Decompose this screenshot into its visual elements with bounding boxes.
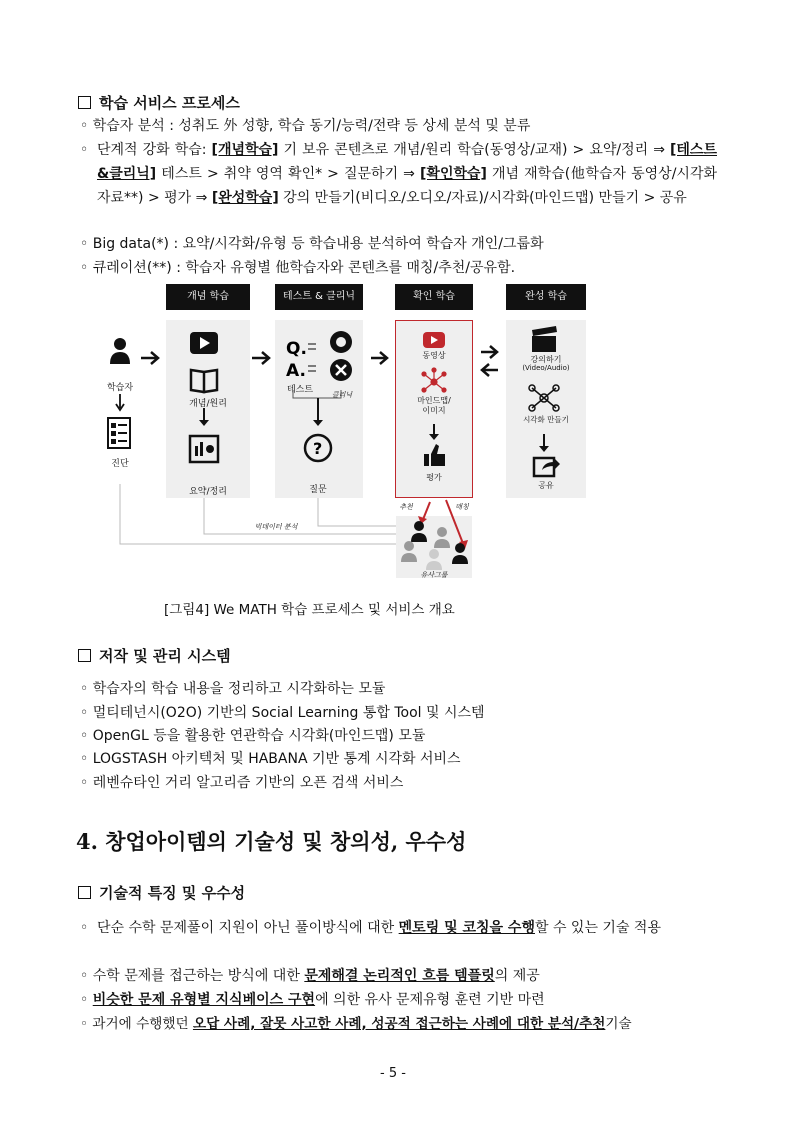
- checkbox-square-icon: [78, 886, 91, 899]
- page-number: - 5 -: [380, 1066, 406, 1081]
- label-clinic: 클리닉: [331, 391, 353, 399]
- circle-x-icon: [330, 359, 352, 381]
- arrow-right-icon: [371, 352, 387, 364]
- list-item: ◦ 단순 수학 문제풀이 지원이 아닌 풀이방식에 대한 멘토링 및 코칭을 수행할 수 있는 기술 적용: [80, 920, 661, 936]
- label-recommend: 추천: [399, 503, 413, 511]
- label-eval: 평가: [426, 473, 442, 482]
- label-diagnosis: 진단: [111, 459, 129, 469]
- book-icon: [191, 370, 217, 392]
- figure-caption: [그림4] We MATH 학습 프로세스 및 서비스 개요: [164, 602, 455, 618]
- section-title-text: 학습 서비스 프로세스: [99, 94, 240, 112]
- checklist-icon: [108, 418, 130, 448]
- list-item: ◦ 비슷한 문제 유형별 지식베이스 구현에 의한 유사 문제유형 훈련 기반 마련: [80, 992, 545, 1008]
- section-title-text: 기술적 특징 및 우수성: [99, 884, 246, 902]
- label-matching: 매칭: [455, 503, 469, 511]
- process-diagram: [96, 284, 594, 584]
- learner-icon: [110, 338, 130, 364]
- network-icon: [529, 385, 559, 411]
- label-question: 질문: [309, 485, 327, 495]
- list-item: ◦ 큐레이션(**) : 학습자 유형별 他학습자와 콘텐츠를 매칭/추천/공유함.: [80, 260, 516, 276]
- clapperboard-icon: [532, 326, 557, 352]
- diagram-header-complete: 완성 학습: [506, 284, 586, 310]
- checkbox-square-icon: [78, 649, 91, 662]
- section-title-text: 저작 및 관리 시스템: [99, 647, 231, 665]
- diagram-header-confirm: 확인 학습: [395, 284, 473, 310]
- list-item: ◦ 학습자의 학습 내용을 정리하고 시각화하는 모듈: [80, 681, 386, 697]
- label-video: 동영상: [422, 351, 446, 360]
- circle-o-icon: [330, 331, 352, 353]
- section-title-authoring-system: [78, 645, 231, 666]
- svg-text:Q.: Q.: [286, 339, 307, 359]
- label-lecture-sub: (Video/Audio): [522, 364, 570, 372]
- exchange-arrows-icon: [481, 346, 498, 376]
- list-item-step-learning: ◦ 단계적 강화 학습: [개념학습] 기 보유 콘텐츠로 개념/원리 학습(동영상/교재) > 요약/정리 ⇒ [테스트&클리닉] 테스트 > 취약 영역 확인* > 질문하기 ⇒ [확인학습] 개념 재학습(他학습자 동영상/시각화 자료**) > 평가 ⇒ [완성학습] 강의 만들기(비디오/오디오/자료)/시각화(마인드맵) 만들기 > 공유: [80, 142, 717, 206]
- list-item: ◦ 수학 문제를 접근하는 방식에 대한 문제해결 논리적인 흐름 템플릿의 제공: [80, 968, 540, 984]
- label-share: 공유: [538, 481, 554, 490]
- label-summary: 요약/정리: [189, 487, 227, 497]
- chapter-heading: 4. 창업아이템의 기술성 및 창의성, 우수성: [76, 829, 467, 854]
- list-item: ◦ LOGSTASH 아키텍처 및 HABANA 기반 통계 시각화 서비스: [80, 751, 461, 767]
- list-item: ◦ 과거에 수행했던 오답 사례, 잘못 사고한 사례, 성공적 접근하는 사례에 대한 분석/추천기술: [80, 1016, 632, 1032]
- section-title-learning-process: [78, 92, 240, 113]
- label-mindmap: 마인드맵/ 이미지: [417, 396, 451, 415]
- mindmap-icon: [422, 368, 446, 392]
- svg-text:A.: A.: [286, 361, 306, 381]
- list-item: ◦ OpenGL 등을 활용한 연관학습 시각화(마인드맵) 모듈: [80, 728, 426, 744]
- label-test: 테스트: [286, 385, 314, 395]
- label-concept: 개념/원리: [189, 399, 227, 409]
- list-item: ◦ 멀티테넌시(O2O) 기반의 Social Learning 통합 Tool 및 시스템: [80, 705, 485, 721]
- thumbs-up-icon: [424, 444, 445, 466]
- section-title-tech-features: [78, 882, 245, 903]
- diagram-graphics: [96, 284, 594, 584]
- checkbox-square-icon: [78, 96, 91, 109]
- share-icon: [534, 458, 560, 476]
- question-circle-icon: [305, 435, 331, 461]
- diagram-header-concept: 개념 학습: [166, 284, 250, 310]
- youtube-icon: [423, 332, 445, 348]
- label-lecture: 강의하기: [530, 355, 562, 364]
- arrow-right-icon: [252, 352, 269, 364]
- qa-list-icon: [286, 339, 316, 381]
- play-video-icon: [190, 332, 218, 354]
- dashboard-chart-icon: [190, 436, 218, 462]
- list-item: ◦ Big data(*) : 요약/시각화/유형 등 학습내용 분석하여 학습자 개인/그룹화: [80, 236, 544, 252]
- svg-text:?: ?: [313, 439, 323, 458]
- list-item: ◦ 학습자 분석 : 성취도 外 성향, 학습 동기/능력/전략 등 상세 분석 및 분류: [80, 118, 531, 134]
- diagram-header-test: 테스트 & 클리닉: [275, 284, 363, 310]
- arrow-right-icon: [141, 352, 158, 364]
- label-group: 유사그룹: [420, 571, 448, 579]
- label-learner: 학습자: [106, 383, 134, 393]
- label-visualize: 시각화 만들기: [523, 415, 569, 424]
- list-item: ◦ 레벤슈타인 거리 알고리즘 기반의 오픈 검색 서비스: [80, 775, 404, 791]
- label-bigdata: 빅데이터 분석: [254, 523, 298, 531]
